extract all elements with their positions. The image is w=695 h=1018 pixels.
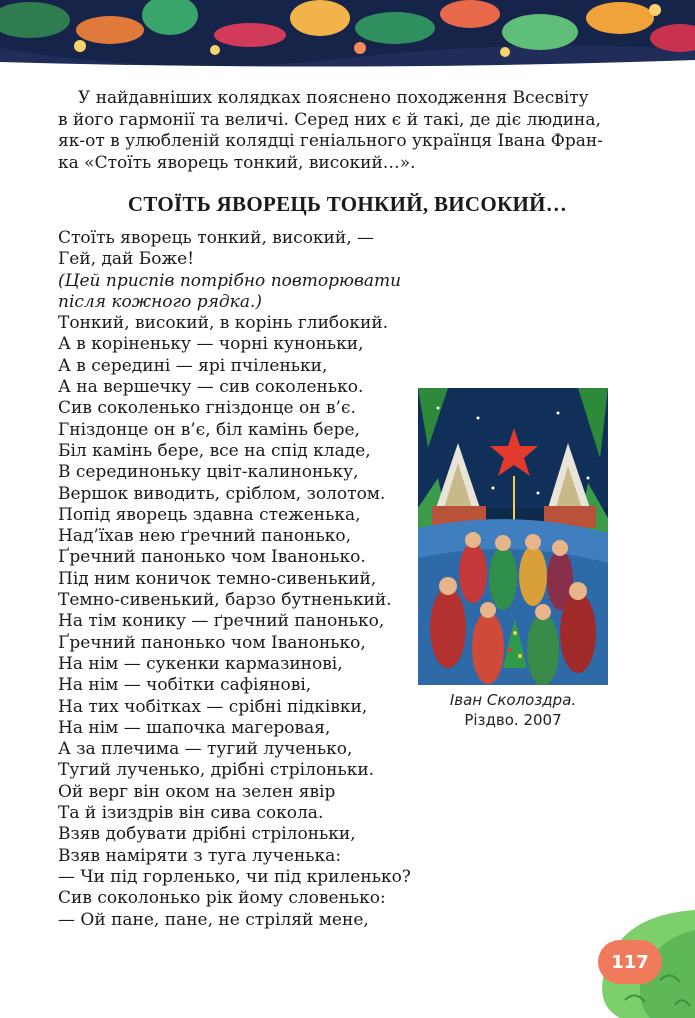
- poem-line: Ой верг він оком на зелен явір: [58, 781, 336, 802]
- poem-line: На тім конику — ґречний панонько,: [58, 611, 385, 632]
- decorative-floral-banner: [0, 0, 695, 70]
- poem-line: В серединоньку цвіт-калиноньку,: [58, 462, 359, 483]
- poem-refrain-note: після кожного рядка.): [58, 291, 262, 312]
- poem-line: Біл камінь бере, все на спід кладе,: [58, 440, 371, 461]
- poem-refrain-note: (Цей приспів потрібно повторювати: [58, 270, 402, 291]
- poem-line: А в середині — ярі пчіленьки,: [58, 355, 328, 376]
- poem-line: — Ой пане, пане, не стріляй мене,: [58, 909, 369, 930]
- poem-line: Взяв добувати дрібні стрілоньки,: [58, 824, 356, 845]
- caption-work-title: Різдво. 2007: [464, 711, 562, 729]
- poem-line: Тугий лученько, дрібні стрілоньки.: [58, 760, 375, 781]
- poem-line: На нім — шапочка магеровая,: [58, 717, 331, 738]
- poem-line: На нім — чобітки сафіянові,: [58, 675, 312, 696]
- poem-line: Темно-сивенький, барзо бутненький.: [58, 590, 392, 611]
- poem-title: СТОЇТЬ ЯВОРЕЦЬ ТОНКИЙ, ВИСОКИЙ…: [127, 192, 568, 216]
- poem-line: Гей, дай Боже!: [58, 249, 195, 270]
- poem-line: Під ним коничок темно-сивенький,: [58, 568, 377, 589]
- poem-line: А в коріненьку — чорні куноньки,: [58, 334, 364, 355]
- poem-line: На тих чобітках — срібні підківки,: [58, 696, 368, 717]
- poem-line: А за плечима — тугий лученько,: [58, 739, 353, 760]
- christmas-painting-illustration: [418, 388, 608, 685]
- poem-line: Стоїть яворець тонкий, високий, —: [58, 228, 375, 248]
- poem-line: Вершок виводить, сріблом, золотом.: [58, 483, 386, 504]
- poem-line: На нім — сукенки кармазинові,: [58, 653, 343, 674]
- poem-line: Ґречний панонько чом Іванонько,: [58, 632, 366, 653]
- poem-line: — Чи під горленько, чи під криленько?: [58, 866, 411, 887]
- poem-line: Попід яворець здавна стеженька,: [58, 504, 361, 525]
- intro-line: в його гармонії та величі. Серед них є й такі, де діє людина,: [58, 109, 601, 130]
- poem-line: Сив соколенько гніздонце он в’є.: [58, 398, 356, 419]
- poem-line: Над’їхав нею ґречний панонько,: [58, 526, 352, 547]
- intro-line: як-от в улюбленій колядці геніального українця Івана Фран-: [58, 131, 603, 151]
- intro-line: ка «Стоїть яворець тонкий, високий…».: [58, 152, 416, 173]
- poem-line: А на вершечку — сив соколенько.: [58, 377, 364, 398]
- intro-paragraph: [58, 88, 614, 174]
- intro-line: У найдавніших колядках пояснено походження Всесвіту: [78, 88, 589, 108]
- poem-text: [58, 228, 438, 931]
- poem-line: Взяв наміряти з туга лученька:: [58, 845, 342, 866]
- poem-line: Гніздонце он в’є, біл камінь бере,: [58, 419, 360, 440]
- painting-caption: [418, 690, 608, 730]
- poem-line: Сив соколонько рік йому словенько:: [58, 888, 386, 909]
- poem-line: Ґречний панонько чом Іванонько.: [58, 547, 366, 568]
- page-number-badge: 117: [598, 940, 662, 984]
- poem-line: Та й ізиздрів він сива сокола.: [58, 803, 324, 824]
- poem-line: Тонкий, високий, в корінь глибокий.: [58, 313, 389, 334]
- caption-author: Іван Сколоздра.: [449, 691, 577, 709]
